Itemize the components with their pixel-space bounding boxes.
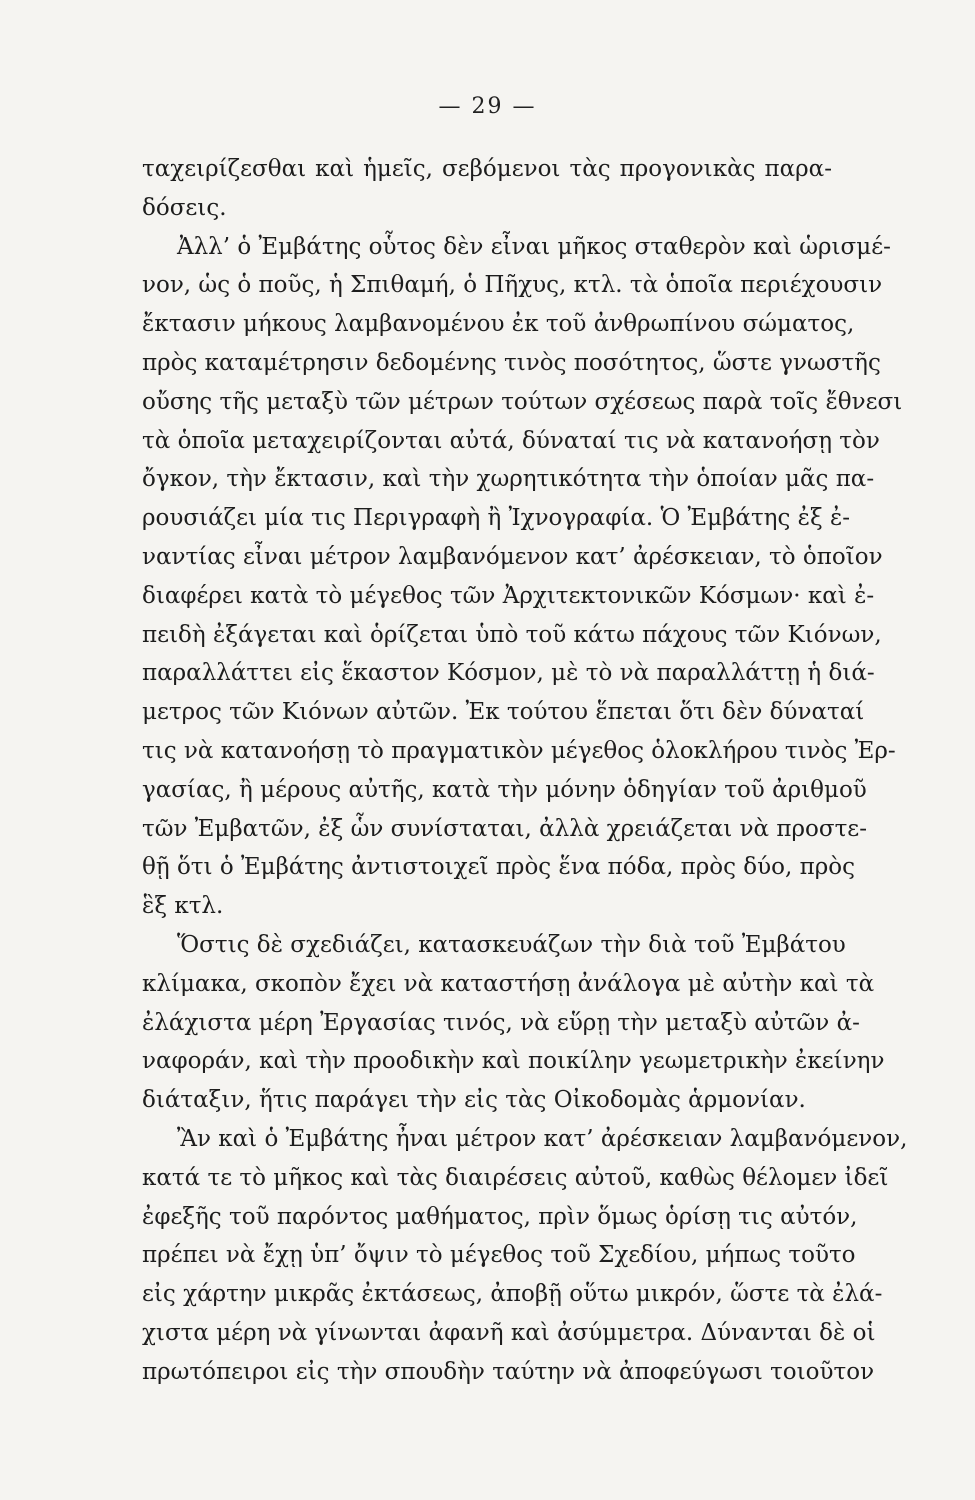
text-line: δόσεις. <box>142 194 227 221</box>
paragraph-start-line: Ἀλλ’ ὁ Ἐμβάτης οὗτος δὲν εἶναι μῆκος σταθερὸν καὶ ὡρισμέ- <box>177 233 891 260</box>
text-line: ἓξ κτλ. <box>142 893 224 920</box>
text-line: ἔκτασιν μήκους λαμβανομένου ἐκ τοῦ ἀνθρωπίνου σώματος, <box>142 311 855 338</box>
text-line: ναφοράν, καὶ τὴν προοδικὴν καὶ ποικίλην γεωμετρικὴν ἐκείνην <box>142 1048 885 1075</box>
text-line: ὄγκον, τὴν ἔκτασιν, καὶ τὴν χωρητικότητα τὴν ὁποίαν μᾶς πα- <box>142 466 875 493</box>
text-line: νον, ὡς ὁ ποῦς, ἡ Σπιθαμή, ὁ Πῆχυς, κτλ. τὰ ὁποῖα περιέχουσιν <box>142 272 883 299</box>
text-line: κατά τε τὸ μῆκος καὶ τὰς διαιρέσεις αὐτοῦ, καθὼς θέλομεν ἰδεῖ <box>142 1164 889 1191</box>
text-line: πρὸς καταμέτρησιν δεδομένης τινὸς ποσότητος, ὥστε γνωστῆς <box>142 349 881 376</box>
body-text <box>142 150 908 1392</box>
text-line: οὔσης τῆς μεταξὺ τῶν μέτρων τούτων σχέσεως παρὰ τοῖς ἔθνεσι <box>142 388 903 415</box>
text-line: παραλλάττει εἰς ἕκαστον Κόσμον, μὲ τὸ νὰ παραλλάττῃ ἡ διά- <box>142 660 875 687</box>
paragraph-start-line: Ἂν καὶ ὁ Ἐμβάτης ἦναι μέτρον κατ’ ἀρέσκειαν λαμβανόμενον, <box>177 1125 908 1152</box>
page-number: — 29 — <box>438 94 537 119</box>
text-line: πρωτόπειροι εἰς τὴν σπουδὴν ταύτην νὰ ἀποφεύγωσι τοιοῦτον <box>142 1358 875 1385</box>
text-line: ταχειρίζεσθαι καὶ ἡμεῖς, σεβόμενοι τὰς προγονικὰς παρα- <box>142 156 832 182</box>
text-line: πειδὴ ἐξάγεται καὶ ὁρίζεται ὑπὸ τοῦ κάτω πάχους τῶν Κιόνων, <box>142 621 882 648</box>
paragraph-start-line: Ὅστις δὲ σχεδιάζει, κατασκευάζων τὴν διὰ τοῦ Ἐμβάτου <box>177 931 846 958</box>
text-line: τὰ ὁποῖα μεταχειρίζονται αὐτά, δύναταί τις νὰ κατανοήσῃ τὸν <box>142 427 880 454</box>
text-line: μετρος τῶν Κιόνων αὐτῶν. Ἐκ τούτου ἕπεται ὅτι δὲν δύναταί <box>142 699 865 726</box>
text-line: ἐφεξῆς τοῦ παρόντος μαθήματος, πρὶν ὅμως ὁρίσῃ τις αὐτόν, <box>142 1203 858 1230</box>
text-line: χιστα μέρη νὰ γίνωνται ἀφανῆ καὶ ἀσύμμετρα. Δύνανται δὲ οἱ <box>142 1319 876 1346</box>
text-line: πρέπει νὰ ἔχῃ ὑπ’ ὄψιν τὸ μέγεθος τοῦ Σχεδίου, μήπως τοῦτο <box>142 1242 856 1269</box>
text-line: γασίας, ἢ μέρους αὐτῆς, κατὰ τὴν μόνην ὁδηγίαν τοῦ ἀριθμοῦ <box>142 776 867 803</box>
text-line: ναντίας εἶναι μέτρον λαμβανόμενον κατ’ ἀρέσκειαν, τὸ ὁποῖον <box>142 543 883 570</box>
text-line: ἐλάχιστα μέρη Ἐργασίας τινός, νὰ εὕρῃ τὴν μεταξὺ αὐτῶν ἀ- <box>142 1009 860 1036</box>
text-line: τῶν Ἐμβατῶν, ἐξ ὧν συνίσταται, ἀλλὰ χρειάζεται νὰ προστε- <box>142 815 867 842</box>
text-line: τις νὰ κατανοήσῃ τὸ πραγματικὸν μέγεθος ὁλοκλήρου τινὸς Ἐρ- <box>142 737 896 764</box>
text-line: θῇ ὅτι ὁ Ἐμβάτης ἀντιστοιχεῖ πρὸς ἕνα πόδα, πρὸς δύο, πρὸς <box>142 854 855 881</box>
text-line: κλίμακα, σκοπὸν ἔχει νὰ καταστήσῃ ἀνάλογα μὲ αὐτὴν καὶ τὰ <box>142 970 875 997</box>
text-line: εἰς χάρτην μικρᾶς ἐκτάσεως, ἀποβῇ οὕτω μικρόν, ὥστε τὰ ἐλά- <box>142 1281 883 1308</box>
text-line: διαφέρει κατὰ τὸ μέγεθος τῶν Ἀρχιτεκτονικῶν Κόσμων· καὶ ἐ- <box>142 582 875 609</box>
text-line: διάταξιν, ἥτις παράγει τὴν εἰς τὰς Οἰκοδομὰς ἁρμονίαν. <box>142 1087 806 1114</box>
text-line: ρουσιάζει μία τις Περιγραφὴ ἢ Ἰχνογραφία. Ὁ Ἐμβάτης ἐξ ἐ- <box>142 505 851 532</box>
